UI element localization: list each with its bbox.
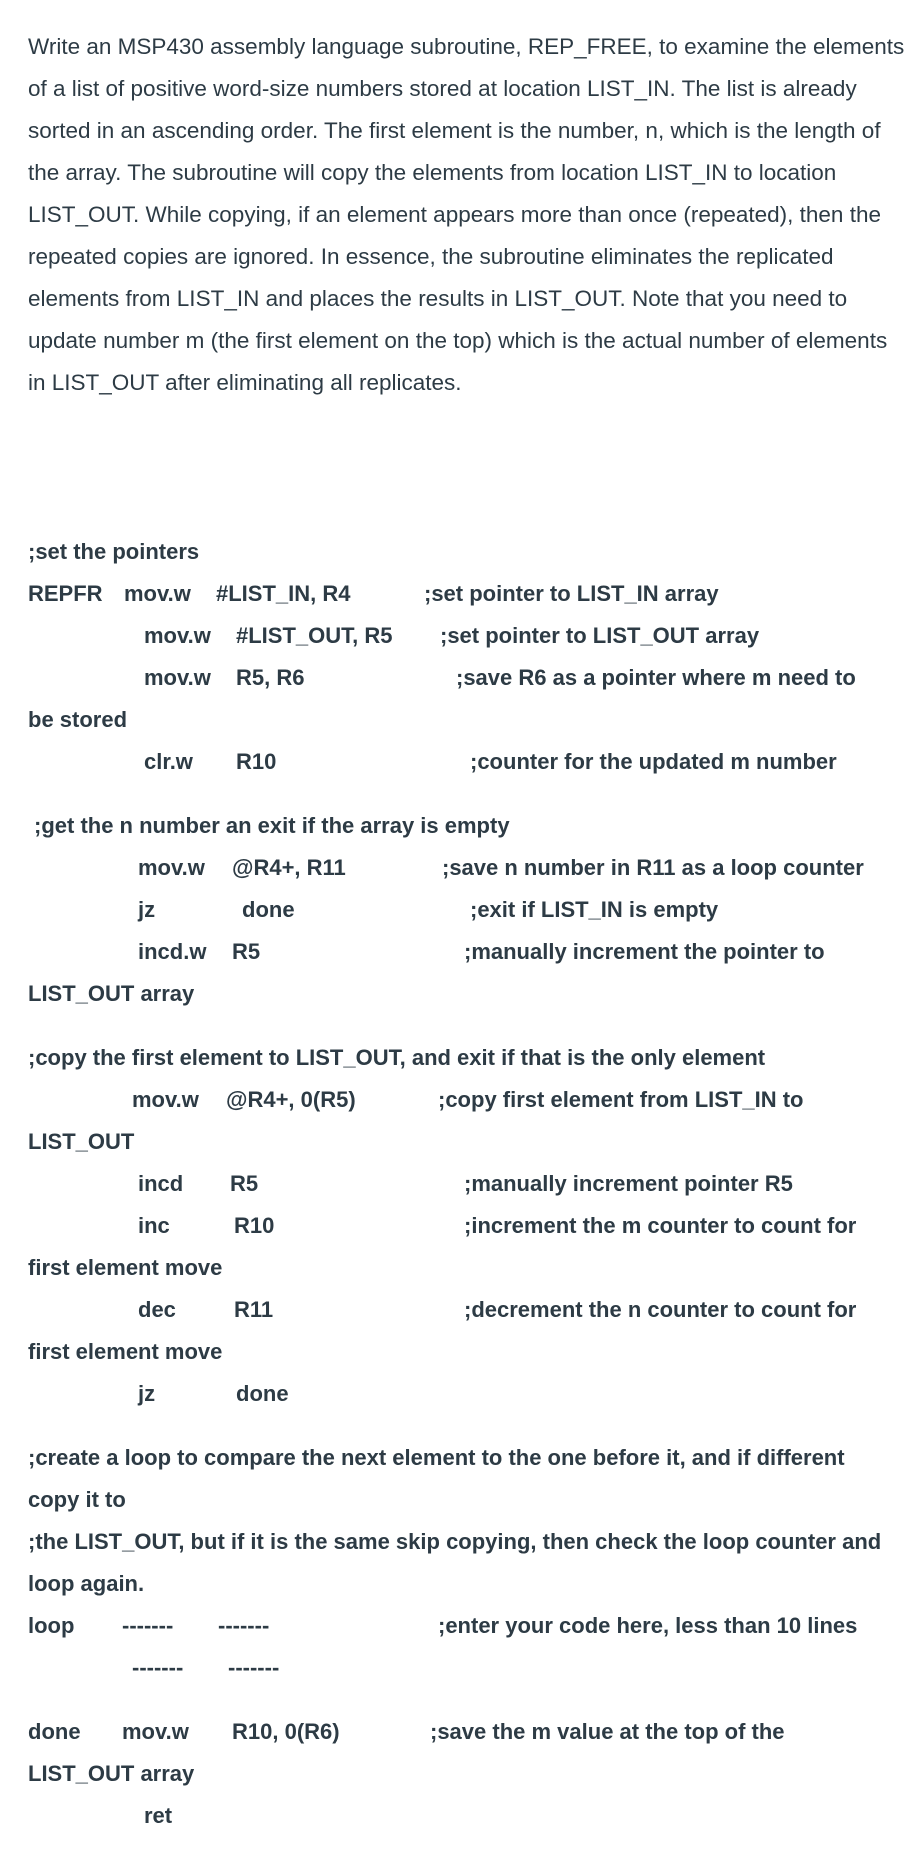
code-operand: done: [236, 1381, 289, 1406]
code-opcode: ret: [144, 1803, 173, 1828]
code-comment-continued: first element move: [28, 1255, 223, 1280]
code-comment-continued: be stored: [28, 707, 128, 732]
code-comment: ;save n number in R11 as a loop counter: [442, 855, 864, 880]
code-operand: @R4+, R11: [232, 855, 346, 880]
problem-statement: Write an MSP430 assembly language subroutine, REP_FREE, to examine the elements of a list of positive word-size numbers stored at location LIST_IN. The list is already sorted in an ascending order. The first element is the number, n, which is the length of the array. The subroutine will copy the elements from location LIST_IN to location LIST_OUT. While copying, if an element appears more than once (repeated), then the repeated copies are ignored. In essence, the subroutine eliminates the replicated elements from LIST_IN and places the results in LIST_OUT. Note that you need to update number m (the first element on the top) which is the actual number of elements in LIST_OUT after eliminating all replicates.: [28, 34, 905, 395]
code-comment: ;set the pointers: [28, 539, 200, 564]
code-operand: done: [242, 897, 295, 922]
code-operand: @R4+, 0(R5): [226, 1087, 356, 1112]
code-opcode: mov.w: [132, 1087, 199, 1112]
code-opcode: dec: [138, 1297, 176, 1322]
code-opcode: inc: [138, 1213, 170, 1238]
code-comment: ;save R6 as a pointer where m need to: [456, 665, 856, 690]
code-comment: ;copy first element from LIST_IN to: [438, 1087, 804, 1112]
code-comment-continued: copy it to: [28, 1487, 126, 1512]
code-comment: ;enter your code here, less than 10 lines: [438, 1613, 858, 1638]
code-opcode: clr.w: [144, 749, 193, 774]
code-opcode: mov.w: [144, 665, 211, 690]
code-opcode: incd.w: [138, 939, 207, 964]
code-comment-continued: LIST_OUT array: [28, 1761, 195, 1786]
code-comment: ;the LIST_OUT, but if it is the same skip copying, then check the loop counter and: [28, 1529, 882, 1554]
code-comment: ;create a loop to compare the next element to the one before it, and if different: [28, 1445, 845, 1470]
code-label: REPFR: [28, 581, 103, 606]
code-comment: ;set pointer to LIST_OUT array: [440, 623, 760, 648]
code-opcode: jz: [138, 1381, 156, 1406]
code-placeholder: -------: [132, 1655, 184, 1680]
code-opcode: incd: [138, 1171, 184, 1196]
code-comment-continued: loop again.: [28, 1571, 145, 1596]
code-label: loop: [28, 1613, 75, 1638]
code-operand: R10: [234, 1213, 275, 1238]
code-operand: R11: [234, 1297, 274, 1322]
code-opcode: mov.w: [138, 855, 205, 880]
code-comment: ;manually increment the pointer to: [464, 939, 825, 964]
code-opcode: mov.w: [124, 581, 191, 606]
code-opcode: mov.w: [122, 1719, 189, 1744]
code-comment: ;counter for the updated m number: [470, 749, 837, 774]
code-opcode: jz: [138, 897, 156, 922]
code-comment-continued: LIST_OUT: [28, 1129, 135, 1154]
code-placeholder: -------: [218, 1613, 270, 1638]
code-comment: ;copy the first element to LIST_OUT, and exit if that is the only element: [28, 1045, 766, 1070]
code-comment: ;set pointer to LIST_IN array: [424, 581, 719, 606]
code-operand: R5: [232, 939, 261, 964]
code-operand: #LIST_OUT, R5: [236, 623, 393, 648]
code-operand: R5, R6: [236, 665, 305, 690]
code-comment: ;exit if LIST_IN is empty: [470, 897, 719, 922]
code-operand: R10, 0(R6): [232, 1719, 340, 1744]
code-comment: ;manually increment pointer R5: [464, 1171, 793, 1196]
code-comment: ;save the m value at the top of the: [430, 1719, 785, 1744]
code-comment-continued: LIST_OUT array: [28, 981, 195, 1006]
code-opcode: mov.w: [144, 623, 211, 648]
code-placeholder: -------: [122, 1613, 174, 1638]
code-operand: R5: [230, 1171, 259, 1196]
code-comment: ;get the n number an exit if the array is empty: [34, 813, 510, 838]
code-operand: R10: [236, 749, 277, 774]
code-comment: ;increment the m counter to count for: [464, 1213, 857, 1238]
code-placeholder: -------: [228, 1655, 280, 1680]
code-comment: ;decrement the n counter to count for: [464, 1297, 857, 1322]
code-comment-continued: first element move: [28, 1339, 223, 1364]
code-label: done: [28, 1719, 81, 1744]
code-operand: #LIST_IN, R4: [216, 581, 351, 606]
